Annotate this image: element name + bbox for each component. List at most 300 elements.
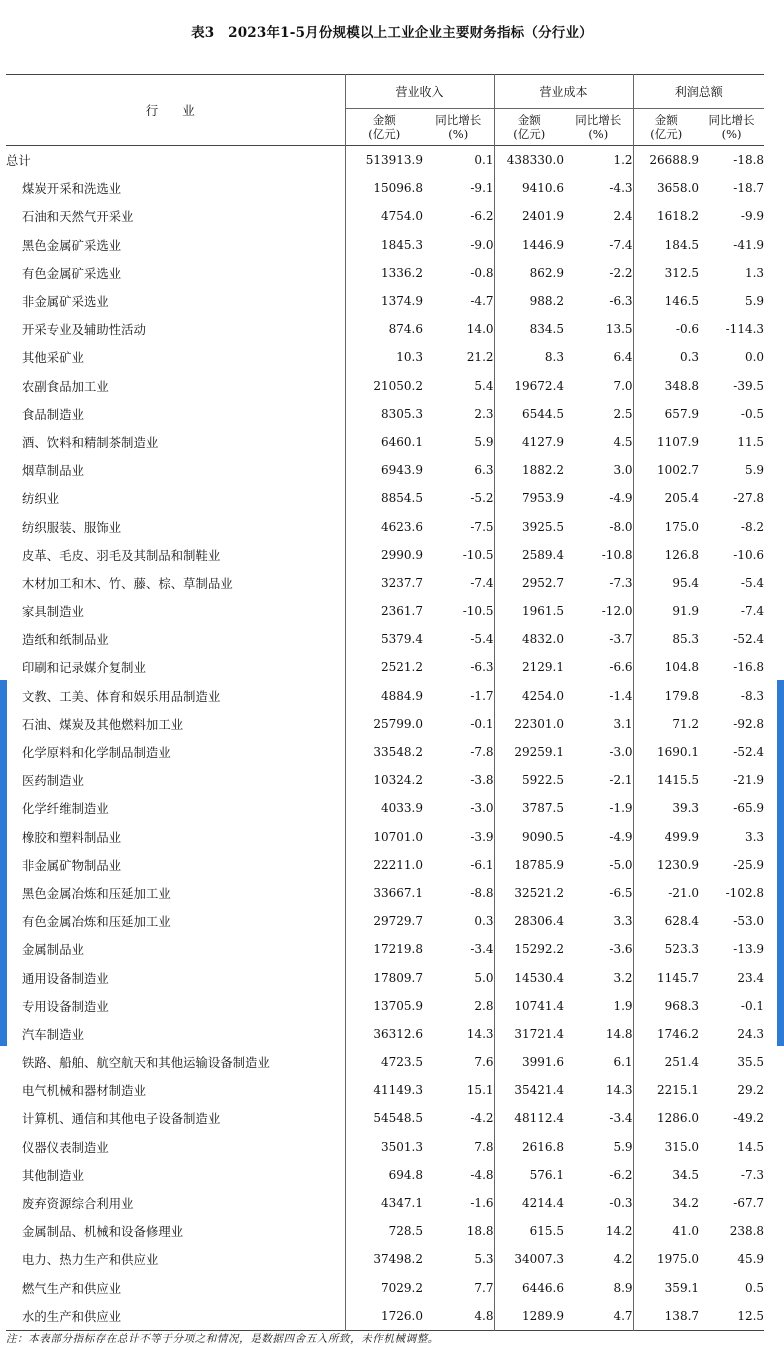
revenue-amount-cell: 25799.0: [373, 716, 423, 731]
cost-amount-cell: 4127.9: [522, 434, 565, 449]
cost-growth-cell: -4.9: [564, 823, 633, 851]
table-row: [6, 851, 764, 879]
revenue-growth-cell: -3.4: [423, 935, 494, 963]
revenue-amount-cell: 2521.2: [381, 660, 423, 675]
table-row: [6, 287, 764, 315]
industry-name: 印刷和记录媒介复制业: [6, 653, 345, 681]
profit-amount-header: 金额 (亿元): [650, 113, 683, 141]
profit-amount-cell: 39.3: [672, 801, 700, 816]
revenue-growth-cell: -3.9: [423, 823, 494, 851]
revenue-growth-cell: -6.2: [423, 202, 494, 230]
revenue-amount-cell: 1336.2: [381, 265, 423, 280]
cost-growth-cell: 3.3: [564, 907, 633, 935]
profit-amount-cell: 523.3: [664, 942, 700, 957]
table-row: [6, 992, 764, 1020]
industry-name: 木材加工和木、竹、藤、棕、草制品业: [6, 569, 345, 597]
industry-name: 非金属矿物制品业: [6, 851, 345, 879]
table-row: [6, 1133, 764, 1161]
profit-amount-cell: 71.2: [672, 716, 700, 731]
cost-growth-cell: -10.8: [564, 541, 633, 569]
profit-amount-cell: 91.9: [672, 604, 700, 619]
table-row: [6, 1245, 764, 1273]
industry-name: 黑色金属冶炼和压延加工业: [6, 879, 345, 907]
cost-growth-cell: -3.6: [564, 935, 633, 963]
cost-growth-cell: 3.1: [564, 710, 633, 738]
total-row: [6, 146, 764, 175]
revenue-growth-cell: -10.5: [423, 597, 494, 625]
revenue-growth-cell: 5.0: [423, 963, 494, 991]
cost-growth-cell: 1.9: [564, 992, 633, 1020]
profit-growth-cell: -92.8: [733, 716, 765, 731]
profit-amount-cell: 359.1: [664, 1280, 700, 1295]
cost-growth-cell: -1.9: [564, 794, 633, 822]
table-row: [6, 541, 764, 569]
profit-growth-cell: -27.8: [733, 491, 765, 506]
profit-amount-cell: 2215.1: [657, 1083, 700, 1098]
table-row: [6, 682, 764, 710]
cost-growth-cell: -7.3: [564, 569, 633, 597]
industry-name: 水的生产和供应业: [6, 1302, 345, 1331]
profit-growth-cell: -5.4: [740, 575, 765, 590]
revenue-amount-cell: 8305.3: [381, 406, 423, 421]
table-body: [6, 146, 764, 1331]
cost-growth-cell: -2.1: [564, 766, 633, 794]
industry-name: 汽车制造业: [6, 1020, 345, 1048]
revenue-amount-cell: 4723.5: [381, 1055, 423, 1070]
revenue-amount-cell: 1726.0: [381, 1308, 423, 1323]
profit-growth-cell: -10.6: [733, 547, 765, 562]
table-row: [6, 935, 764, 963]
revenue-growth-cell: 5.3: [423, 1245, 494, 1273]
profit-growth-cell: -102.8: [725, 885, 765, 900]
cost-amount-cell: 2952.7: [522, 575, 565, 590]
industry-name: 仪器仪表制造业: [6, 1133, 345, 1161]
cost-amount-cell: 3787.5: [522, 801, 565, 816]
revenue-growth-cell: 7.7: [423, 1274, 494, 1302]
revenue-amount-cell: 10324.2: [373, 773, 423, 788]
cost-growth-cell: 6.1: [564, 1048, 633, 1076]
revenue-amount-cell: 33548.2: [373, 745, 423, 760]
profit-amount-cell: 1286.0: [657, 1111, 700, 1126]
profit-amount-cell: 34.2: [672, 1196, 700, 1211]
cost-growth-cell: 8.9: [564, 1274, 633, 1302]
table-title: 表3 2023年1-5月份规模以上工业企业主要财务指标（分行业）: [191, 25, 593, 41]
profit-amount-cell: 1145.7: [657, 970, 700, 985]
revenue-amount-cell: 33667.1: [373, 885, 423, 900]
industry-name: 废弃资源综合利用业: [6, 1189, 345, 1217]
cost-growth-cell: -12.0: [564, 597, 633, 625]
profit-growth-cell: -41.9: [733, 237, 765, 252]
cost-amount-cell: 3925.5: [522, 519, 565, 534]
profit-growth-cell: 45.9: [737, 1252, 765, 1267]
cost-amount-cell: 8.3: [544, 350, 565, 365]
industry-name: 通用设备制造业: [6, 963, 345, 991]
cost-growth-header: 同比增长 (%): [564, 109, 633, 146]
industry-header: 行 业: [6, 75, 345, 146]
revenue-growth-cell: 21.2: [423, 343, 494, 371]
revenue-amount-cell: 5379.4: [381, 632, 423, 647]
cost-amount-cell: 32521.2: [514, 885, 565, 900]
revenue-amount-cell: 728.5: [388, 1224, 423, 1239]
profit-amount-cell: 138.7: [664, 1308, 700, 1323]
profit-amount-cell: 312.5: [664, 265, 700, 280]
table-row: [6, 400, 764, 428]
profit-growth-cell: -65.9: [733, 801, 765, 816]
revenue-growth-cell: 7.8: [423, 1133, 494, 1161]
profit-growth-cell: -0.1: [740, 998, 765, 1013]
financial-indicators-table: [6, 74, 764, 1331]
industry-name: 计算机、通信和其他电子设备制造业: [6, 1104, 345, 1132]
profit-growth-cell: -114.3: [725, 322, 765, 337]
revenue-growth-cell: -10.5: [423, 541, 494, 569]
cost-growth-cell: 2.5: [564, 400, 633, 428]
cost-growth-cell: 4.5: [564, 428, 633, 456]
revenue-amount-cell: 3237.7: [381, 575, 423, 590]
revenue-growth-cell: -0.1: [423, 710, 494, 738]
profit-amount-cell: 1618.2: [657, 209, 700, 224]
revenue-growth-cell: 6.3: [423, 456, 494, 484]
table-header: [6, 75, 764, 146]
industry-name: 造纸和纸制品业: [6, 625, 345, 653]
cost-growth-cell: -2.2: [564, 259, 633, 287]
industry-name: 医药制造业: [6, 766, 345, 794]
cost-amount-cell: 18785.9: [514, 857, 565, 872]
cost-amount-cell: 9410.6: [522, 181, 565, 196]
revenue-growth-cell: -5.4: [423, 625, 494, 653]
cost-growth-cell: 4.7: [564, 1302, 633, 1331]
industry-name: 开采专业及辅助性活动: [6, 315, 345, 343]
industry-name: 纺织服装、服饰业: [6, 512, 345, 540]
industry-name: 电气机械和器材制造业: [6, 1076, 345, 1104]
industry-name: 橡胶和塑料制品业: [6, 823, 345, 851]
revenue-growth-cell: -9.1: [423, 174, 494, 202]
cost-amount-cell: 34007.3: [514, 1252, 565, 1267]
profit-amount-cell: 0.3: [679, 350, 700, 365]
revenue-growth-cell: 0.1: [423, 146, 494, 175]
table-row: [6, 1104, 764, 1132]
profit-growth-cell: -67.7: [733, 1196, 765, 1211]
industry-name: 农副食品加工业: [6, 372, 345, 400]
revenue-growth-cell: -6.1: [423, 851, 494, 879]
profit-growth-cell: -18.7: [733, 181, 765, 196]
profit-amount-cell: 1107.9: [657, 434, 700, 449]
profit-growth-cell: -8.2: [740, 519, 765, 534]
revenue-amount-cell: 4754.0: [381, 209, 423, 224]
cost-amount-cell: 48112.4: [514, 1111, 565, 1126]
cost-growth-cell: -3.7: [564, 625, 633, 653]
revenue-amount-cell: 2361.7: [381, 604, 423, 619]
revenue-growth-cell: -6.3: [423, 653, 494, 681]
profit-growth-cell: 24.3: [737, 1026, 765, 1041]
profit-amount-cell: 1230.9: [657, 857, 700, 872]
revenue-growth-cell: -0.8: [423, 259, 494, 287]
revenue-growth-cell: -1.7: [423, 682, 494, 710]
profit-amount-cell: 175.0: [664, 519, 700, 534]
revenue-growth-cell: 14.0: [423, 315, 494, 343]
cost-growth-cell: 7.0: [564, 372, 633, 400]
profit-amount-cell: 1415.5: [657, 773, 700, 788]
revenue-growth-cell: 15.1: [423, 1076, 494, 1104]
revenue-growth-cell: -9.0: [423, 231, 494, 259]
cost-growth-cell: 3.2: [564, 963, 633, 991]
cost-growth-cell: -3.4: [564, 1104, 633, 1132]
revenue-growth-cell: 5.4: [423, 372, 494, 400]
cost-growth-cell: -6.2: [564, 1161, 633, 1189]
cost-amount-cell: 28306.4: [514, 914, 565, 929]
table-row: [6, 597, 764, 625]
industry-name: 其他制造业: [6, 1161, 345, 1189]
profit-growth-cell: 5.9: [744, 294, 765, 309]
revenue-growth-cell: -4.7: [423, 287, 494, 315]
profit-growth-cell: -7.3: [740, 1167, 765, 1182]
revenue-amount-cell: 37498.2: [373, 1252, 423, 1267]
cost-growth-cell: 2.4: [564, 202, 633, 230]
table-row: [6, 1076, 764, 1104]
profit-growth-cell: -49.2: [733, 1111, 765, 1126]
table-row: [6, 343, 764, 371]
revenue-amount-cell: 874.6: [388, 322, 423, 337]
revenue-growth-cell: -7.5: [423, 512, 494, 540]
table-row: [6, 907, 764, 935]
cost-growth-cell: 14.8: [564, 1020, 633, 1048]
revenue-amount-cell: 54548.5: [373, 1111, 423, 1126]
table-row: [6, 484, 764, 512]
profit-growth-cell: -39.5: [733, 378, 765, 393]
table-row: [6, 1020, 764, 1048]
table-row: [6, 1048, 764, 1076]
cost-growth-cell: -6.3: [564, 287, 633, 315]
table-row: [6, 879, 764, 907]
revenue-growth-cell: 7.6: [423, 1048, 494, 1076]
footnote: 注：本表部分指标存在总计不等于分项之和情况，是数据四舍五入所致，未作机械调整。: [6, 1333, 439, 1345]
profit-amount-cell: 104.8: [664, 660, 700, 675]
profit-amount-cell: 205.4: [664, 491, 700, 506]
cost-amount-cell: 438330.0: [506, 153, 565, 168]
industry-name: 烟草制品业: [6, 456, 345, 484]
table-row: [6, 738, 764, 766]
cost-amount-cell: 6544.5: [522, 406, 565, 421]
profit-growth-cell: 5.9: [744, 463, 765, 478]
industry-name: 燃气生产和供应业: [6, 1274, 345, 1302]
table-row: [6, 569, 764, 597]
table-row: [6, 202, 764, 230]
profit-amount-cell: -21.0: [668, 885, 700, 900]
profit-amount-cell: 348.8: [664, 378, 700, 393]
cost-growth-cell: -1.4: [564, 682, 633, 710]
cost-growth-cell: -4.3: [564, 174, 633, 202]
industry-name: 金属制品业: [6, 935, 345, 963]
revenue-growth-cell: 2.8: [423, 992, 494, 1020]
right-accent-bar: [777, 680, 784, 1046]
profit-amount-cell: 126.8: [664, 547, 700, 562]
revenue-amount-cell: 4347.1: [381, 1196, 423, 1211]
cost-growth-cell: -0.3: [564, 1189, 633, 1217]
profit-growth-cell: 0.5: [744, 1280, 765, 1295]
table-row: [6, 1161, 764, 1189]
cost-amount-cell: 35421.4: [514, 1083, 565, 1098]
cost-amount-cell: 29259.1: [514, 745, 565, 760]
revenue-amount-cell: 13705.9: [373, 998, 423, 1013]
industry-name: 铁路、船舶、航空航天和其他运输设备制造业: [6, 1048, 345, 1076]
revenue-growth-cell: -1.6: [423, 1189, 494, 1217]
profit-growth-cell: -52.4: [733, 745, 765, 760]
profit-growth-cell: 35.5: [737, 1055, 765, 1070]
profit-amount-cell: 1002.7: [657, 463, 700, 478]
industry-name: 煤炭开采和洗选业: [6, 174, 345, 202]
profit-growth-cell: -13.9: [733, 942, 765, 957]
cost-amount-cell: 31721.4: [514, 1026, 565, 1041]
cost-amount-cell: 1882.2: [522, 463, 565, 478]
profit-amount-cell: 26688.9: [649, 153, 700, 168]
profit-amount-cell: 1690.1: [657, 745, 700, 760]
revenue-amount-cell: 4884.9: [381, 688, 423, 703]
cost-growth-cell: -4.9: [564, 484, 633, 512]
table-row: [6, 1274, 764, 1302]
cost-amount-header: 金额 (亿元): [513, 113, 546, 141]
profit-amount-cell: 1975.0: [657, 1252, 700, 1267]
revenue-amount-cell: 10701.0: [373, 829, 423, 844]
industry-name: 纺织业: [6, 484, 345, 512]
profit-amount-cell: 34.5: [672, 1167, 700, 1182]
revenue-amount-cell: 1374.9: [381, 294, 423, 309]
profit-growth-cell: 238.8: [729, 1224, 765, 1239]
profit-growth-cell: 3.3: [744, 829, 765, 844]
table-row: [6, 372, 764, 400]
revenue-amount-cell: 36312.6: [373, 1026, 423, 1041]
industry-name: 黑色金属矿采选业: [6, 231, 345, 259]
revenue-amount-cell: 4623.6: [381, 519, 423, 534]
profit-growth-cell: 23.4: [737, 970, 765, 985]
revenue-growth-cell: -3.8: [423, 766, 494, 794]
cost-growth-cell: 14.2: [564, 1217, 633, 1245]
table-row: [6, 653, 764, 681]
revenue-growth-cell: -3.0: [423, 794, 494, 822]
profit-growth-cell: -8.3: [740, 688, 765, 703]
industry-name: 文教、工美、体育和娱乐用品制造业: [6, 682, 345, 710]
profit-growth-cell: 29.2: [737, 1083, 765, 1098]
revenue-amount-header: 金额 (亿元): [368, 113, 401, 141]
cost-amount-cell: 22301.0: [514, 716, 565, 731]
revenue-amount-cell: 4033.9: [381, 801, 423, 816]
cost-amount-cell: 2401.9: [522, 209, 565, 224]
revenue-growth-cell: 18.8: [423, 1217, 494, 1245]
revenue-growth-cell: -7.4: [423, 569, 494, 597]
profit-growth-cell: -53.0: [733, 914, 765, 929]
industry-name: 电力、热力生产和供应业: [6, 1245, 345, 1273]
cost-amount-cell: 988.2: [529, 294, 565, 309]
revenue-growth-cell: 14.3: [423, 1020, 494, 1048]
industry-name: 石油、煤炭及其他燃料加工业: [6, 710, 345, 738]
profit-amount-cell: 85.3: [672, 632, 700, 647]
table-row: [6, 428, 764, 456]
revenue-amount-cell: 6460.1: [381, 434, 423, 449]
revenue-growth-cell: -4.2: [423, 1104, 494, 1132]
industry-name: 酒、饮料和精制茶制造业: [6, 428, 345, 456]
profit-growth-cell: -0.5: [740, 406, 765, 421]
cost-amount-cell: 2129.1: [522, 660, 565, 675]
table-row: [6, 963, 764, 991]
profit-amount-cell: 41.0: [672, 1224, 700, 1239]
cost-amount-cell: 7953.9: [522, 491, 565, 506]
revenue-amount-cell: 1845.3: [381, 237, 423, 252]
cost-amount-cell: 19672.4: [514, 378, 565, 393]
cost-amount-cell: 615.5: [529, 1224, 565, 1239]
revenue-growth-cell: -7.8: [423, 738, 494, 766]
table-row: [6, 456, 764, 484]
profit-amount-cell: 251.4: [664, 1055, 700, 1070]
cost-growth-cell: 4.2: [564, 1245, 633, 1273]
cost-amount-cell: 1289.9: [522, 1308, 565, 1323]
profit-amount-cell: 968.3: [664, 998, 700, 1013]
profit-amount-cell: 315.0: [664, 1139, 700, 1154]
revenue-growth-cell: 4.8: [423, 1302, 494, 1331]
profit-amount-cell: 657.9: [664, 406, 700, 421]
revenue-growth-cell: 2.3: [423, 400, 494, 428]
table-row: [6, 710, 764, 738]
cost-amount-cell: 576.1: [529, 1167, 565, 1182]
profit-amount-cell: 184.5: [664, 237, 700, 252]
cost-amount-cell: 834.5: [529, 322, 565, 337]
profit-growth-cell: 11.5: [737, 434, 765, 449]
cost-amount-cell: 862.9: [529, 265, 565, 280]
industry-name: 石油和天然气开采业: [6, 202, 345, 230]
revenue-amount-cell: 17219.8: [373, 942, 423, 957]
cost-growth-cell: -8.0: [564, 512, 633, 540]
table-row: [6, 231, 764, 259]
profit-growth-cell: 1.3: [744, 265, 765, 280]
industry-name: 化学纤维制造业: [6, 794, 345, 822]
profit-amount-cell: 1746.2: [657, 1026, 700, 1041]
cost-amount-cell: 2589.4: [522, 547, 565, 562]
cost-growth-cell: 14.3: [564, 1076, 633, 1104]
table-row: [6, 766, 764, 794]
cost-growth-cell: 6.4: [564, 343, 633, 371]
profit-amount-cell: 499.9: [664, 829, 700, 844]
cost-amount-cell: 1961.5: [522, 604, 565, 619]
revenue-amount-cell: 2990.9: [381, 547, 423, 562]
cost-growth-cell: -3.0: [564, 738, 633, 766]
industry-name: 非金属矿采选业: [6, 287, 345, 315]
revenue-growth-cell: 5.9: [423, 428, 494, 456]
cost-growth-cell: -6.5: [564, 879, 633, 907]
table-row: [6, 794, 764, 822]
revenue-amount-cell: 22211.0: [373, 857, 423, 872]
revenue-growth-cell: -5.2: [423, 484, 494, 512]
profit-growth-header: 同比增长 (%): [708, 113, 755, 141]
revenue-group-header: 营业收入: [345, 75, 494, 109]
revenue-growth-header: 同比增长 (%): [423, 109, 494, 146]
cost-growth-cell: -7.4: [564, 231, 633, 259]
industry-name: 有色金属矿采选业: [6, 259, 345, 287]
cost-amount-cell: 4214.4: [522, 1196, 565, 1211]
revenue-amount-cell: 10.3: [396, 350, 423, 365]
revenue-growth-cell: -8.8: [423, 879, 494, 907]
cost-growth-cell: -5.0: [564, 851, 633, 879]
industry-name: 其他采矿业: [6, 343, 345, 371]
revenue-amount-cell: 3501.3: [381, 1139, 423, 1154]
cost-amount-cell: 5922.5: [522, 773, 565, 788]
cost-amount-cell: 15292.2: [514, 942, 565, 957]
profit-amount-cell: 95.4: [672, 575, 700, 590]
profit-growth-cell: 12.5: [737, 1308, 765, 1323]
industry-name: 皮革、毛皮、羽毛及其制品和制鞋业: [6, 541, 345, 569]
cost-amount-cell: 2616.8: [522, 1139, 565, 1154]
table-row: [6, 625, 764, 653]
cost-amount-cell: 1446.9: [522, 237, 565, 252]
cost-amount-cell: 4254.0: [522, 688, 565, 703]
revenue-amount-cell: 41149.3: [373, 1083, 423, 1098]
cost-growth-cell: 1.2: [564, 146, 633, 175]
